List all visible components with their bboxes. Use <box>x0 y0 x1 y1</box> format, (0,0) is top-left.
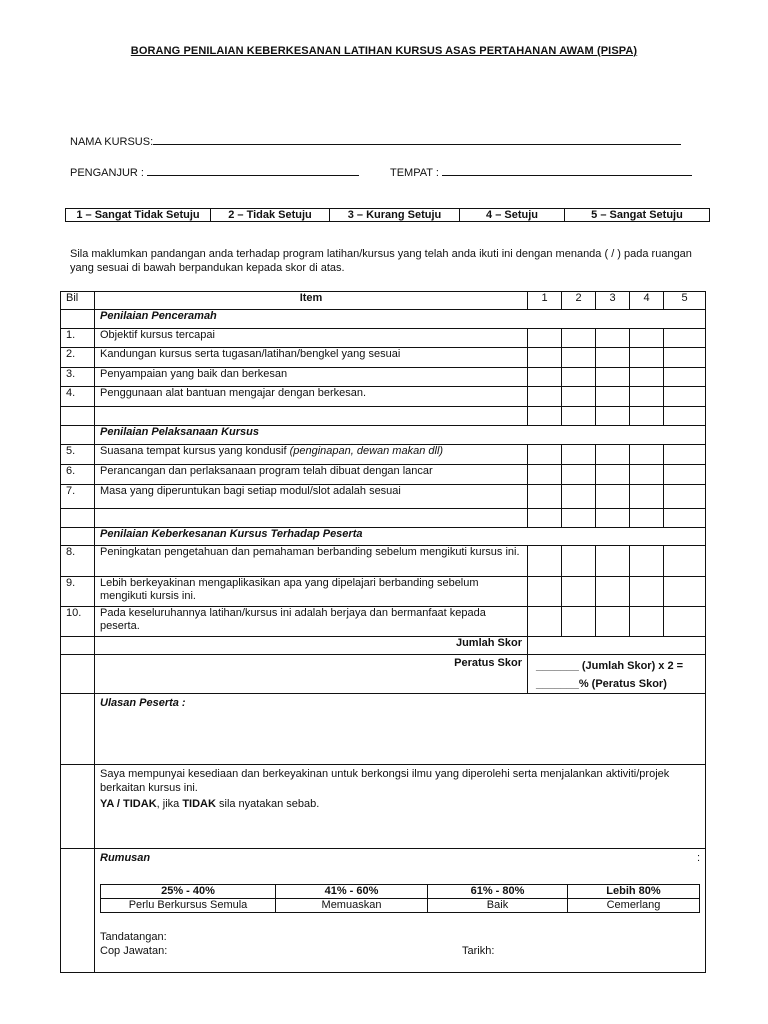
rumusan-colon: : <box>696 852 700 864</box>
item-text: Suasana tempat kursus yang kondusif (penginapan, dewan makan dll) <box>95 445 528 465</box>
score-cell[interactable] <box>528 445 562 465</box>
section-title-penceramah: Penilaian Penceramah <box>95 310 706 329</box>
header-row <box>61 292 706 310</box>
item-text: Pada keseluruhannya latihan/kursus ini adalah berjaya dan bermanfaat kepada peserta. <box>95 607 528 637</box>
item-no: 3. <box>61 368 95 387</box>
rumusan-range: Lebih 80% <box>568 885 700 899</box>
score-cell[interactable] <box>664 387 706 407</box>
score-cell[interactable] <box>664 368 706 387</box>
score-cell[interactable] <box>596 348 630 368</box>
col-score-5: 5 <box>664 292 706 310</box>
item-no: 2. <box>61 348 95 368</box>
score-cell[interactable] <box>596 485 630 509</box>
formula-line-2: _______% (Peratus Skor) <box>536 678 667 690</box>
score-cell[interactable] <box>664 445 706 465</box>
score-cell[interactable] <box>664 546 706 577</box>
section-row <box>61 528 706 546</box>
tandatangan-label[interactable]: Tandatangan: <box>100 931 167 943</box>
kesediaan-text: Saya mempunyai kesediaan dan berkeyakinan untuk berkongsi ilmu yang diperolehi serta menjalankan aktiviti/projek berkaitan kursus ini. <box>100 768 670 794</box>
score-cell[interactable] <box>596 368 630 387</box>
peratus-skor-formula[interactable] <box>528 655 706 694</box>
rumusan-label: Baik <box>428 899 568 913</box>
rumusan-row <box>61 849 706 973</box>
peratus-skor-row <box>61 655 706 694</box>
scale-2: 2 – Tidak Setuju <box>211 209 330 222</box>
item-no: 6. <box>61 465 95 485</box>
score-cell[interactable] <box>528 577 562 607</box>
score-cell[interactable] <box>630 368 664 387</box>
score-cell[interactable] <box>562 445 596 465</box>
score-cell[interactable] <box>630 546 664 577</box>
item-text: Objektif kursus tercapai <box>95 329 528 348</box>
ya-tidak-line[interactable]: YA / TIDAK, jika TIDAK sila nyatakan sebab. <box>100 798 320 810</box>
score-cell[interactable] <box>664 607 706 637</box>
score-cell[interactable] <box>630 348 664 368</box>
item-no: 7. <box>61 485 95 509</box>
tempat-label: TEMPAT : <box>390 167 439 179</box>
rumusan-range: 25% - 40% <box>101 885 276 899</box>
evaluation-table <box>60 291 706 973</box>
score-cell[interactable] <box>664 329 706 348</box>
item-text: Penyampaian yang baik dan berkesan <box>95 368 528 387</box>
score-cell[interactable] <box>664 465 706 485</box>
score-cell[interactable] <box>528 607 562 637</box>
nama-kursus-field[interactable] <box>70 134 681 148</box>
score-cell[interactable] <box>630 329 664 348</box>
score-cell[interactable] <box>528 546 562 577</box>
score-cell[interactable] <box>528 348 562 368</box>
jumlah-skor-value[interactable] <box>528 637 706 655</box>
item-no: 9. <box>61 577 95 607</box>
section-title-keberkesanan: Penilaian Keberkesanan Kursus Terhadap Peserta <box>95 528 706 546</box>
signature-block <box>100 930 700 958</box>
table-row <box>61 577 706 607</box>
table-row <box>61 348 706 368</box>
score-cell[interactable] <box>562 348 596 368</box>
penganjur-label: PENGANJUR : <box>70 167 144 179</box>
cop-jawatan-label[interactable]: Cop Jawatan: <box>100 945 168 957</box>
score-cell[interactable] <box>630 485 664 509</box>
rumusan-range: 61% - 80% <box>428 885 568 899</box>
item-no: 10. <box>61 607 95 637</box>
score-cell[interactable] <box>630 607 664 637</box>
table-row <box>61 445 706 465</box>
item-no: 5. <box>61 445 95 465</box>
score-cell[interactable] <box>596 546 630 577</box>
score-cell[interactable] <box>596 607 630 637</box>
item-no: 4. <box>61 387 95 407</box>
nama-kursus-line[interactable] <box>153 134 681 145</box>
tempat-field[interactable] <box>390 165 692 179</box>
score-cell[interactable] <box>528 465 562 485</box>
score-cell[interactable] <box>630 577 664 607</box>
score-cell[interactable] <box>528 485 562 509</box>
score-cell[interactable] <box>562 607 596 637</box>
col-item: Item <box>95 292 528 310</box>
item-note: (penginapan, dewan makan dll) <box>289 445 444 457</box>
item-text: Kandungan kursus serta tugasan/latihan/bengkel yang sesuai <box>95 348 528 368</box>
table-row <box>61 485 706 509</box>
item-text: Lebih berkeyakinan mengaplikasikan apa yang dipelajari berbanding sebelum mengikuti kursis ini. <box>95 577 528 607</box>
item-text: Penggunaan alat bantuan mengajar dengan berkesan. <box>95 387 528 407</box>
kesediaan-row <box>61 765 706 849</box>
ulasan-peserta[interactable]: Ulasan Peserta : <box>95 694 706 765</box>
score-cell[interactable] <box>562 485 596 509</box>
col-score-2: 2 <box>562 292 596 310</box>
score-cell[interactable] <box>596 577 630 607</box>
table-row <box>61 546 706 577</box>
instructions: Sila maklumkan pandangan anda terhadap program latihan/kursus yang telah anda ikuti ini dengan menanda ( / ) pada ruangan yang sesuai di bawah berpandukan kepada skor di atas. <box>70 248 692 274</box>
score-cell[interactable] <box>528 329 562 348</box>
item-no: 8. <box>61 546 95 577</box>
kesediaan-block <box>95 765 706 849</box>
tarikh-label[interactable]: Tarikh: <box>462 945 495 957</box>
score-cell[interactable] <box>562 329 596 348</box>
scale-3: 3 – Kurang Setuju <box>330 209 460 222</box>
score-cell[interactable] <box>528 387 562 407</box>
spacer-row <box>61 407 706 426</box>
nama-kursus-label: NAMA KURSUS: <box>70 136 154 148</box>
score-cell[interactable] <box>596 329 630 348</box>
col-score-1: 1 <box>528 292 562 310</box>
col-score-3: 3 <box>596 292 630 310</box>
rumusan-label: Cemerlang <box>568 899 700 913</box>
item-no: 1. <box>61 329 95 348</box>
rumusan-range: 41% - 60% <box>276 885 428 899</box>
tempat-line[interactable] <box>442 165 692 176</box>
formula-line-1: _______ (Jumlah Skor) x 2 = <box>536 660 684 672</box>
rumusan-block <box>95 849 706 973</box>
ulasan-row <box>61 694 706 765</box>
scale-4: 4 – Setuju <box>460 209 565 222</box>
penganjur-field[interactable] <box>70 165 359 179</box>
spacer-row <box>61 509 706 528</box>
penganjur-line[interactable] <box>147 165 359 176</box>
item-text: Masa yang diperuntukan bagi setiap modul/slot adalah sesuai <box>95 485 528 509</box>
rumusan-label: Perlu Berkursus Semula <box>101 899 276 913</box>
score-cell[interactable] <box>596 445 630 465</box>
score-cell[interactable] <box>528 368 562 387</box>
form-title: BORANG PENILAIAN KEBERKESANAN LATIHAN KURSUS ASAS PERTAHANAN AWAM (PISPA) <box>130 45 638 57</box>
score-cell[interactable] <box>630 445 664 465</box>
rumusan-label: Memuaskan <box>276 899 428 913</box>
score-cell[interactable] <box>562 387 596 407</box>
item-text: Peningkatan pengetahuan dan pemahaman berbanding sebelum mengikuti kursus ini. <box>95 546 528 577</box>
score-cell[interactable] <box>596 465 630 485</box>
score-cell[interactable] <box>562 465 596 485</box>
score-cell[interactable] <box>562 577 596 607</box>
rumusan-title: Rumusan <box>100 852 151 864</box>
table-row <box>61 387 706 407</box>
score-cell[interactable] <box>664 485 706 509</box>
score-cell[interactable] <box>596 387 630 407</box>
section-row <box>61 426 706 445</box>
table-row <box>61 368 706 387</box>
col-bil: Bil <box>61 292 95 310</box>
scale-1: 1 – Sangat Tidak Setuju <box>66 209 211 222</box>
jumlah-skor-row <box>61 637 706 655</box>
jumlah-skor-label: Jumlah Skor <box>95 637 528 655</box>
section-title-pelaksanaan: Penilaian Pelaksanaan Kursus <box>95 426 706 445</box>
score-cell[interactable] <box>630 465 664 485</box>
score-cell[interactable] <box>664 577 706 607</box>
section-row <box>61 310 706 329</box>
score-scale-table <box>65 208 710 222</box>
score-cell[interactable] <box>630 387 664 407</box>
col-score-4: 4 <box>630 292 664 310</box>
score-cell[interactable] <box>562 546 596 577</box>
table-row <box>61 607 706 637</box>
table-row <box>61 465 706 485</box>
score-cell[interactable] <box>562 368 596 387</box>
score-cell[interactable] <box>664 348 706 368</box>
rumusan-table <box>100 884 700 913</box>
peratus-skor-label: Peratus Skor <box>95 655 528 694</box>
scale-5: 5 – Sangat Setuju <box>565 209 710 222</box>
table-row <box>61 329 706 348</box>
item-text: Perancangan dan perlaksanaan program telah dibuat dengan lancar <box>95 465 528 485</box>
